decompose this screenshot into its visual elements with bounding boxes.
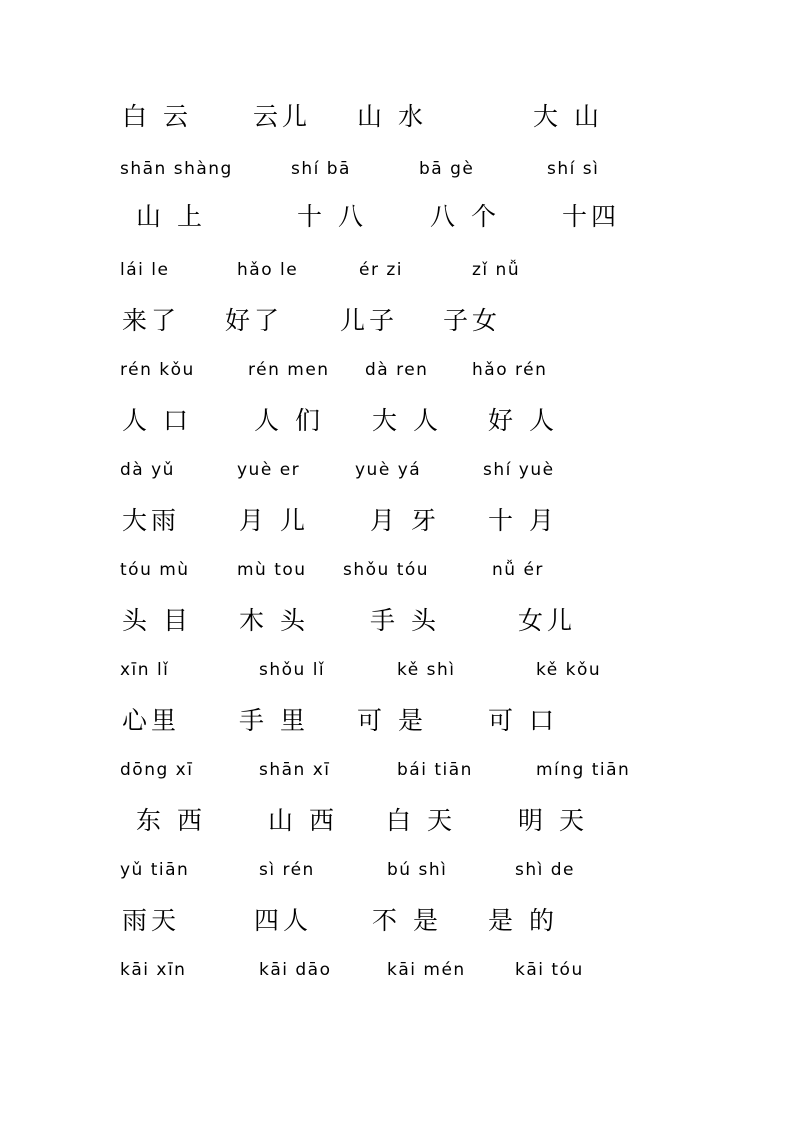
hanzi-row <box>0 505 794 545</box>
pinyin-row <box>0 653 794 693</box>
pinyin-word: lái le <box>120 260 170 280</box>
hanzi-row <box>0 405 794 445</box>
pinyin-word: bā gè <box>419 159 475 179</box>
hanzi-word: 东 西 <box>136 806 206 835</box>
hanzi-word: 可 是 <box>357 706 427 735</box>
pinyin-word: dà yǔ <box>120 460 175 480</box>
pinyin-word: kě kǒu <box>536 660 602 680</box>
hanzi-word: 好 人 <box>488 406 558 435</box>
pinyin-word: mù tou <box>237 560 307 580</box>
hanzi-word: 山 水 <box>357 102 427 131</box>
hanzi-word: 好了 <box>225 306 284 335</box>
pinyin-word: shǒu lǐ <box>259 660 326 680</box>
hanzi-word: 人 们 <box>254 406 324 435</box>
pinyin-word: shí bā <box>291 159 351 179</box>
pinyin-word: nǚ ér <box>492 560 544 580</box>
pinyin-word: shí sì <box>547 159 600 179</box>
pinyin-row <box>0 553 794 593</box>
pinyin-row <box>0 353 794 393</box>
pinyin-word: xīn lǐ <box>120 660 170 680</box>
hanzi-word: 白 天 <box>386 806 456 835</box>
pinyin-word: yǔ tiān <box>120 860 190 880</box>
hanzi-word: 月 牙 <box>370 506 440 535</box>
pinyin-row <box>0 853 794 893</box>
pinyin-word: dà ren <box>365 360 429 380</box>
pinyin-word: míng tiān <box>536 760 631 780</box>
hanzi-word: 明 天 <box>518 806 588 835</box>
hanzi-word: 十 八 <box>297 202 367 231</box>
hanzi-word: 八 个 <box>430 202 500 231</box>
hanzi-word: 月 儿 <box>239 506 309 535</box>
hanzi-word: 大 山 <box>533 102 603 131</box>
hanzi-row <box>0 201 794 241</box>
pinyin-word: hǎo rén <box>472 360 548 380</box>
pinyin-word: kāi dāo <box>259 960 332 980</box>
hanzi-word: 白 云 <box>122 102 192 131</box>
hanzi-row <box>0 805 794 845</box>
pinyin-word: kāi tóu <box>515 960 584 980</box>
pinyin-word: dōng xī <box>120 760 194 780</box>
pinyin-word: hǎo le <box>237 260 299 280</box>
pinyin-word: shān xī <box>259 760 331 780</box>
hanzi-word: 儿子 <box>340 306 399 335</box>
hanzi-row <box>0 905 794 945</box>
pinyin-word: rén men <box>248 360 330 380</box>
hanzi-word: 是 的 <box>488 906 558 935</box>
hanzi-word: 木 头 <box>239 606 309 635</box>
pinyin-word: bú shì <box>387 860 448 880</box>
pinyin-word: shí yuè <box>483 460 555 480</box>
hanzi-word: 心里 <box>122 706 181 735</box>
hanzi-word: 头 目 <box>122 606 192 635</box>
hanzi-word: 手 里 <box>239 706 309 735</box>
hanzi-word: 云儿 <box>253 102 312 131</box>
hanzi-word: 子女 <box>443 306 502 335</box>
hanzi-row <box>0 605 794 645</box>
pinyin-row <box>0 253 794 293</box>
pinyin-row <box>0 953 794 993</box>
hanzi-word: 手 头 <box>370 606 440 635</box>
pinyin-word: sì rén <box>259 860 315 880</box>
pinyin-word: zǐ nǚ <box>472 260 521 280</box>
pinyin-word: tóu mù <box>120 560 190 580</box>
pinyin-word: yuè er <box>237 460 301 480</box>
hanzi-word: 四人 <box>254 906 313 935</box>
pinyin-word: kāi mén <box>387 960 466 980</box>
hanzi-row <box>0 101 794 141</box>
hanzi-word: 可 口 <box>488 706 558 735</box>
pinyin-word: kě shì <box>397 660 456 680</box>
pinyin-row <box>0 453 794 493</box>
hanzi-word: 大雨 <box>122 506 181 535</box>
hanzi-word: 十四 <box>562 202 621 231</box>
hanzi-word: 不 是 <box>372 906 442 935</box>
hanzi-word: 山 上 <box>136 202 206 231</box>
hanzi-row <box>0 705 794 745</box>
pinyin-row <box>0 753 794 793</box>
pinyin-word: shì de <box>515 860 576 880</box>
pinyin-word: kāi xīn <box>120 960 187 980</box>
pinyin-word: rén kǒu <box>120 360 195 380</box>
hanzi-word: 来了 <box>122 306 181 335</box>
pinyin-row <box>0 152 794 192</box>
hanzi-word: 人 口 <box>122 406 192 435</box>
pinyin-word: bái tiān <box>397 760 473 780</box>
pinyin-word: ér zi <box>359 260 403 280</box>
hanzi-word: 大 人 <box>372 406 442 435</box>
pinyin-word: shǒu tóu <box>343 560 430 580</box>
pinyin-word: shān shàng <box>120 159 233 179</box>
hanzi-word: 山 西 <box>268 806 338 835</box>
hanzi-word: 十 月 <box>488 506 558 535</box>
hanzi-row <box>0 305 794 345</box>
pinyin-word: yuè yá <box>355 460 422 480</box>
hanzi-word: 女儿 <box>518 606 577 635</box>
hanzi-word: 雨天 <box>122 906 181 935</box>
